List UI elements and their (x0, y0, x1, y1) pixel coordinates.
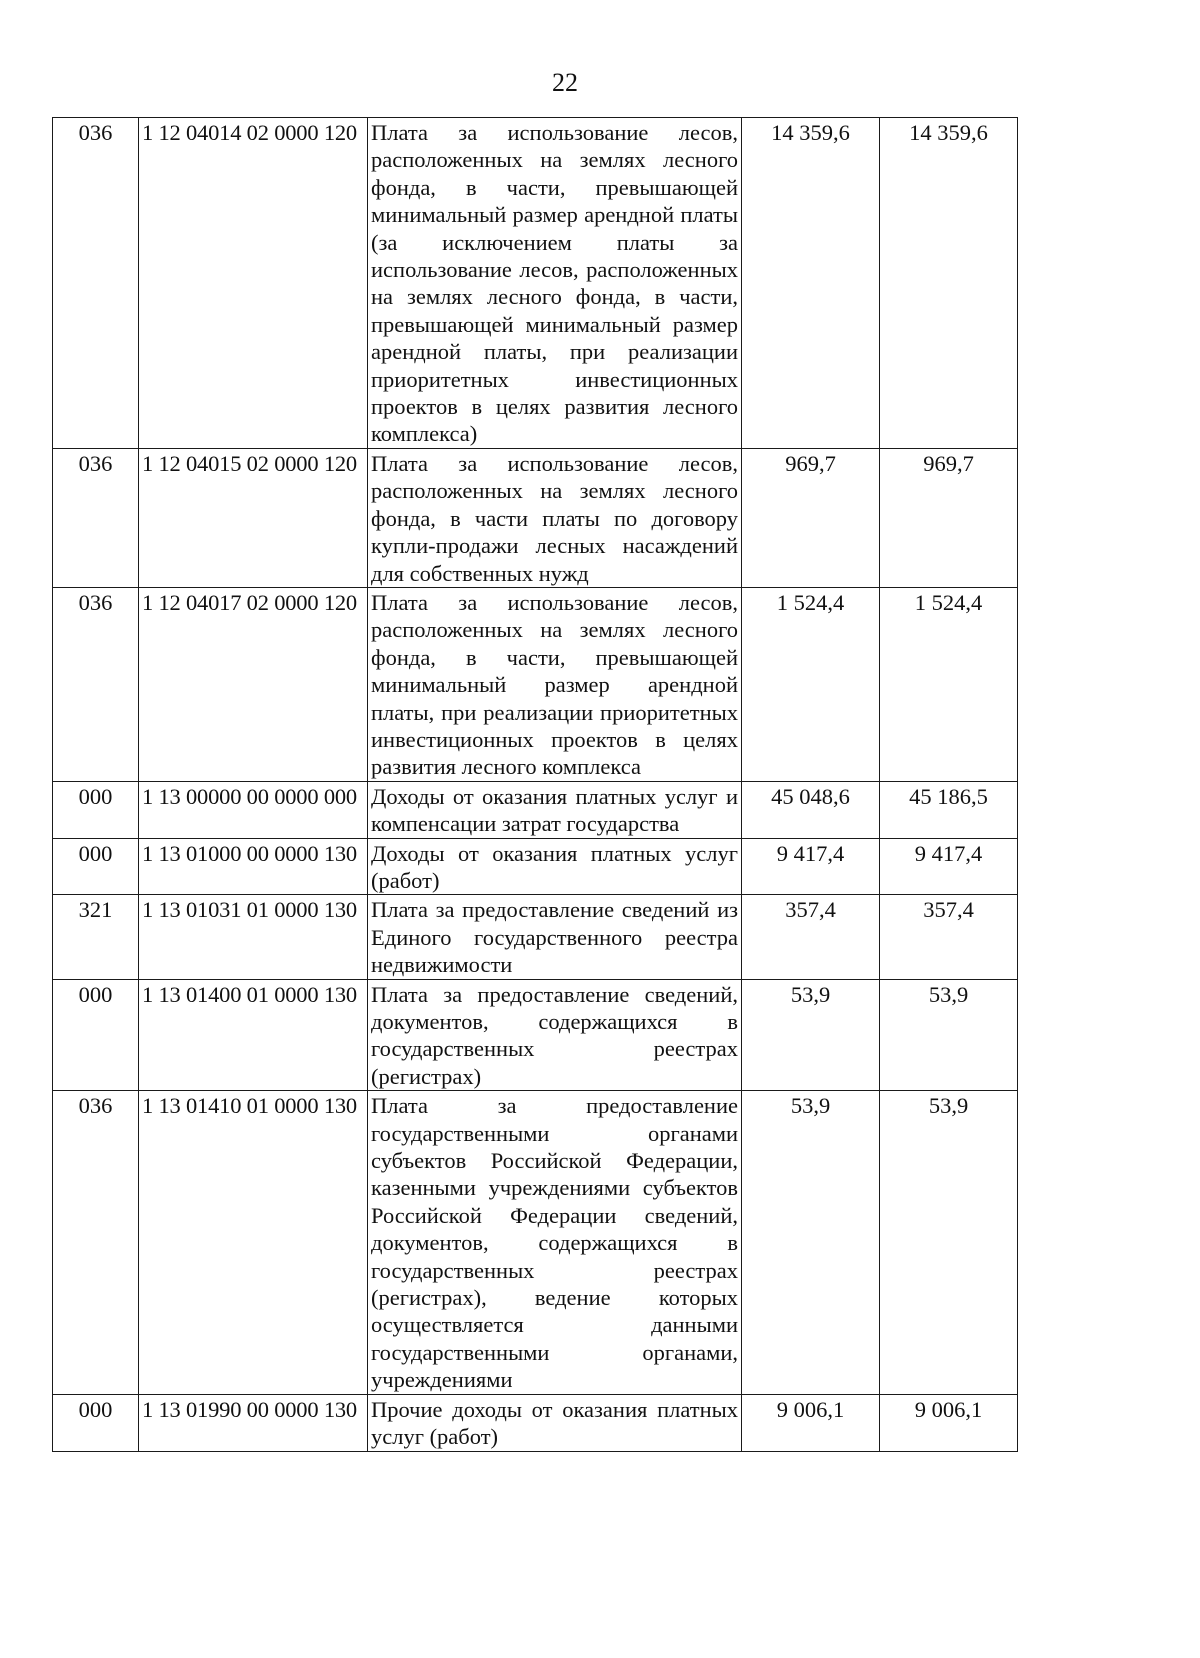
budget-code-cell: 1 13 01410 01 0000 130 (139, 1091, 368, 1394)
revenue-name-cell: Плата за предоставление государственными органами субъектов Российской Федерации, казенными учреждениями субъектов Российской Федерации сведений, документов, содержащихся в государственных реестрах (регистрах), ведение которых осуществляется данными государственными органами, учреждениями (368, 1091, 742, 1394)
amount-first-year-cell: 53,9 (742, 979, 880, 1091)
revenue-name-cell: Плата за использование лесов, расположенных на землях лесного фонда, в части, превышающей минимальный размер арендной платы, при реализации приоритетных инвестиционных проектов в целях развития лесного комплекса (368, 587, 742, 781)
table-row (53, 448, 1018, 587)
revenue-name-cell: Доходы от оказания платных услуг (работ) (368, 838, 742, 895)
amount-first-year-cell: 53,9 (742, 1091, 880, 1394)
budget-code-cell: 1 13 00000 00 0000 000 (139, 781, 368, 838)
amount-second-year-cell: 9 417,4 (880, 838, 1018, 895)
amount-first-year-cell: 9 006,1 (742, 1394, 880, 1451)
admin-code-cell: 036 (53, 1091, 139, 1394)
admin-code-cell: 000 (53, 1394, 139, 1451)
amount-first-year-cell: 357,4 (742, 895, 880, 979)
revenue-name-cell: Доходы от оказания платных услуг и компенсации затрат государства (368, 781, 742, 838)
amount-first-year-cell: 969,7 (742, 448, 880, 587)
admin-code-cell: 000 (53, 979, 139, 1091)
amount-second-year-cell: 53,9 (880, 1091, 1018, 1394)
admin-code-cell: 000 (53, 781, 139, 838)
admin-code-cell: 036 (53, 448, 139, 587)
admin-code-cell: 036 (53, 118, 139, 449)
amount-first-year-cell: 9 417,4 (742, 838, 880, 895)
page-number: 22 (552, 68, 578, 97)
revenue-name-cell: Плата за предоставление сведений из Единого государственного реестра недвижимости (368, 895, 742, 979)
revenue-table (52, 117, 1018, 1452)
table-row (53, 118, 1018, 449)
budget-code-cell: 1 13 01000 00 0000 130 (139, 838, 368, 895)
amount-second-year-cell: 9 006,1 (880, 1394, 1018, 1451)
amount-first-year-cell: 1 524,4 (742, 587, 880, 781)
amount-second-year-cell: 14 359,6 (880, 118, 1018, 449)
budget-code-cell: 1 13 01990 00 0000 130 (139, 1394, 368, 1451)
table-row (53, 587, 1018, 781)
table-row (53, 781, 1018, 838)
table-row (53, 1394, 1018, 1451)
amount-second-year-cell: 357,4 (880, 895, 1018, 979)
budget-code-cell: 1 12 04017 02 0000 120 (139, 587, 368, 781)
amount-second-year-cell: 53,9 (880, 979, 1018, 1091)
table-row (53, 979, 1018, 1091)
table-row (53, 1091, 1018, 1394)
revenue-name-cell: Плата за использование лесов, расположенных на землях лесного фонда, в части, превышающей минимальный размер арендной платы (за исключением платы за использование лесов, расположенных на землях лесного фонда, в части, превышающей минимальный размер арендной платы, при реализации приоритетных инвестиционных проектов в целях развития лесного комплекса) (368, 118, 742, 449)
amount-second-year-cell: 1 524,4 (880, 587, 1018, 781)
amount-second-year-cell: 969,7 (880, 448, 1018, 587)
admin-code-cell: 000 (53, 838, 139, 895)
revenue-table-body (53, 118, 1018, 1452)
table-row (53, 838, 1018, 895)
table-row (53, 895, 1018, 979)
admin-code-cell: 321 (53, 895, 139, 979)
budget-code-cell: 1 12 04014 02 0000 120 (139, 118, 368, 449)
budget-code-cell: 1 13 01031 01 0000 130 (139, 895, 368, 979)
amount-first-year-cell: 14 359,6 (742, 118, 880, 449)
revenue-name-cell: Плата за использование лесов, расположенных на землях лесного фонда, в части платы по договору купли-продажи лесных насаждений для собственных нужд (368, 448, 742, 587)
budget-code-cell: 1 13 01400 01 0000 130 (139, 979, 368, 1091)
revenue-name-cell: Прочие доходы от оказания платных услуг (работ) (368, 1394, 742, 1451)
amount-first-year-cell: 45 048,6 (742, 781, 880, 838)
budget-code-cell: 1 12 04015 02 0000 120 (139, 448, 368, 587)
admin-code-cell: 036 (53, 587, 139, 781)
revenue-name-cell: Плата за предоставление сведений, документов, содержащихся в государственных реестрах (регистрах) (368, 979, 742, 1091)
amount-second-year-cell: 45 186,5 (880, 781, 1018, 838)
